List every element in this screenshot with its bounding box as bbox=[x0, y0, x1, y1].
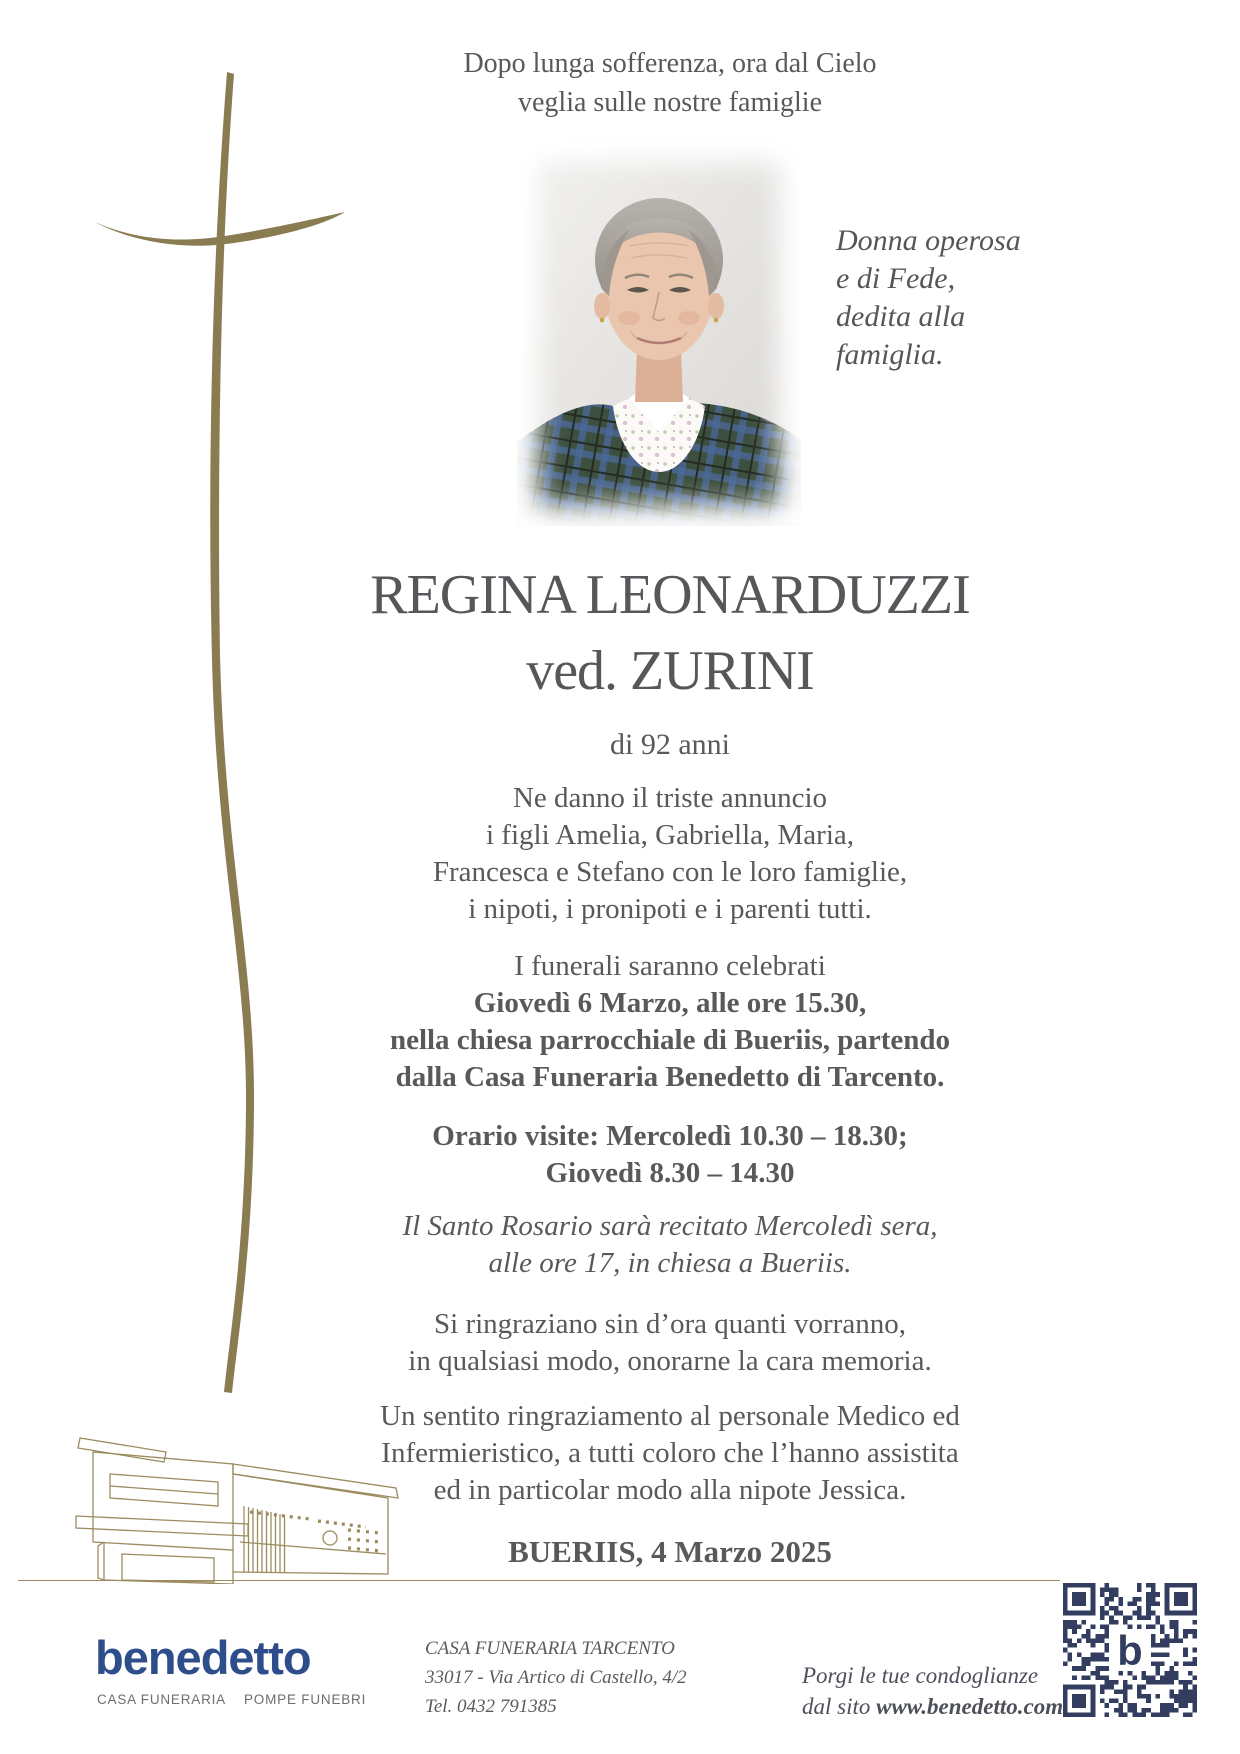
epigraph-line: Dopo lunga sofferenza, ora dal Cielo bbox=[463, 48, 877, 79]
logo-tagline-right: POMPE FUNEBRI bbox=[243, 1692, 367, 1707]
announcement-line: i nipoti, i pronipoti e i parenti tutti. bbox=[468, 893, 872, 925]
footer-divider bbox=[18, 1580, 1060, 1581]
tribute-line: Donna operosa bbox=[836, 224, 1021, 257]
announcement bbox=[100, 780, 1240, 928]
website-link[interactable]: www.benedetto.com bbox=[876, 1694, 1064, 1719]
deceased-name: REGINA LEONARDUZZI bbox=[370, 564, 970, 626]
thanks-line: Si ringraziano sin d’ora quanti vorranno, bbox=[434, 1308, 906, 1340]
funeral-detail-line: Giovedì 6 Marzo, alle ore 15.30, bbox=[473, 987, 867, 1019]
announcement-line: Ne danno il triste annuncio bbox=[512, 782, 828, 814]
logo-tagline-left: CASA FUNERARIA bbox=[97, 1692, 226, 1707]
thanks-line: in qualsiasi modo, onorarne la cara memoria. bbox=[408, 1345, 932, 1377]
rosary-line: Il Santo Rosario sarà recitato Mercoledì sera, bbox=[402, 1210, 938, 1242]
condolences-line: Porgi le tue condoglianze bbox=[802, 1663, 1039, 1688]
condolences-line bbox=[802, 1691, 1072, 1722]
thanks-line: Un sentito ringraziamento al personale Medico ed bbox=[380, 1400, 960, 1432]
epigraph bbox=[100, 44, 1240, 122]
dateline: BUERIIS, 4 Marzo 2025 bbox=[508, 1534, 832, 1569]
funeral-detail-line: dalla Casa Funeraria Benedetto di Tarcento. bbox=[395, 1061, 945, 1093]
address-line: CASA FUNERARIA TARCENTO bbox=[425, 1638, 675, 1659]
thanks-general bbox=[100, 1306, 1240, 1380]
tribute-line: dedita alla bbox=[836, 300, 966, 333]
visiting-hours bbox=[100, 1118, 1240, 1192]
announcement-line: i figli Amelia, Gabriella, Maria, bbox=[485, 819, 855, 851]
funeral-detail-line: nella chiesa parrocchiale di Bueriis, partendo bbox=[389, 1024, 951, 1056]
funeral-home-address bbox=[425, 1634, 755, 1721]
funeral-home-drawing bbox=[18, 1422, 418, 1584]
portrait-photo bbox=[517, 140, 801, 526]
thanks-line: Infermieristico, a tutti coloro che l’hanno assistita bbox=[381, 1437, 959, 1469]
qr-code bbox=[1063, 1583, 1197, 1717]
tribute-line: famiglia. bbox=[836, 338, 944, 371]
thanks-line: ed in particolar modo alla nipote Jessica. bbox=[433, 1474, 907, 1506]
benedetto-logo: benedetto bbox=[95, 1631, 311, 1684]
rosary-line: alle ore 17, in chiesa a Bueriis. bbox=[488, 1247, 852, 1279]
announcement-line: Francesca e Stefano con le loro famiglie, bbox=[432, 856, 908, 888]
tribute bbox=[836, 222, 1066, 374]
logo-tagline bbox=[97, 1692, 417, 1707]
condolences-note bbox=[802, 1660, 1072, 1722]
rosary-notice bbox=[100, 1208, 1240, 1282]
funeral-info bbox=[100, 948, 1240, 1096]
deceased-name-widow: ved. ZURINI bbox=[526, 640, 814, 702]
age-line: di 92 anni bbox=[610, 728, 730, 761]
visiting-hours-line: Orario visite: Mercoledì 10.30 – 18.30; bbox=[432, 1120, 908, 1152]
address-line: 33017 - Via Artico di Castello, 4/2 bbox=[425, 1667, 687, 1688]
tribute-line: e di Fede, bbox=[836, 262, 956, 295]
qr-center-letter: b bbox=[1117, 1627, 1143, 1675]
visiting-hours-line: Giovedì 8.30 – 14.30 bbox=[545, 1157, 795, 1189]
funeral-intro: I funerali saranno celebrati bbox=[514, 950, 826, 982]
address-line: Tel. 0432 791385 bbox=[425, 1696, 557, 1717]
condolences-prefix: dal sito bbox=[802, 1694, 877, 1719]
epigraph-line: veglia sulle nostre famiglie bbox=[517, 87, 823, 118]
